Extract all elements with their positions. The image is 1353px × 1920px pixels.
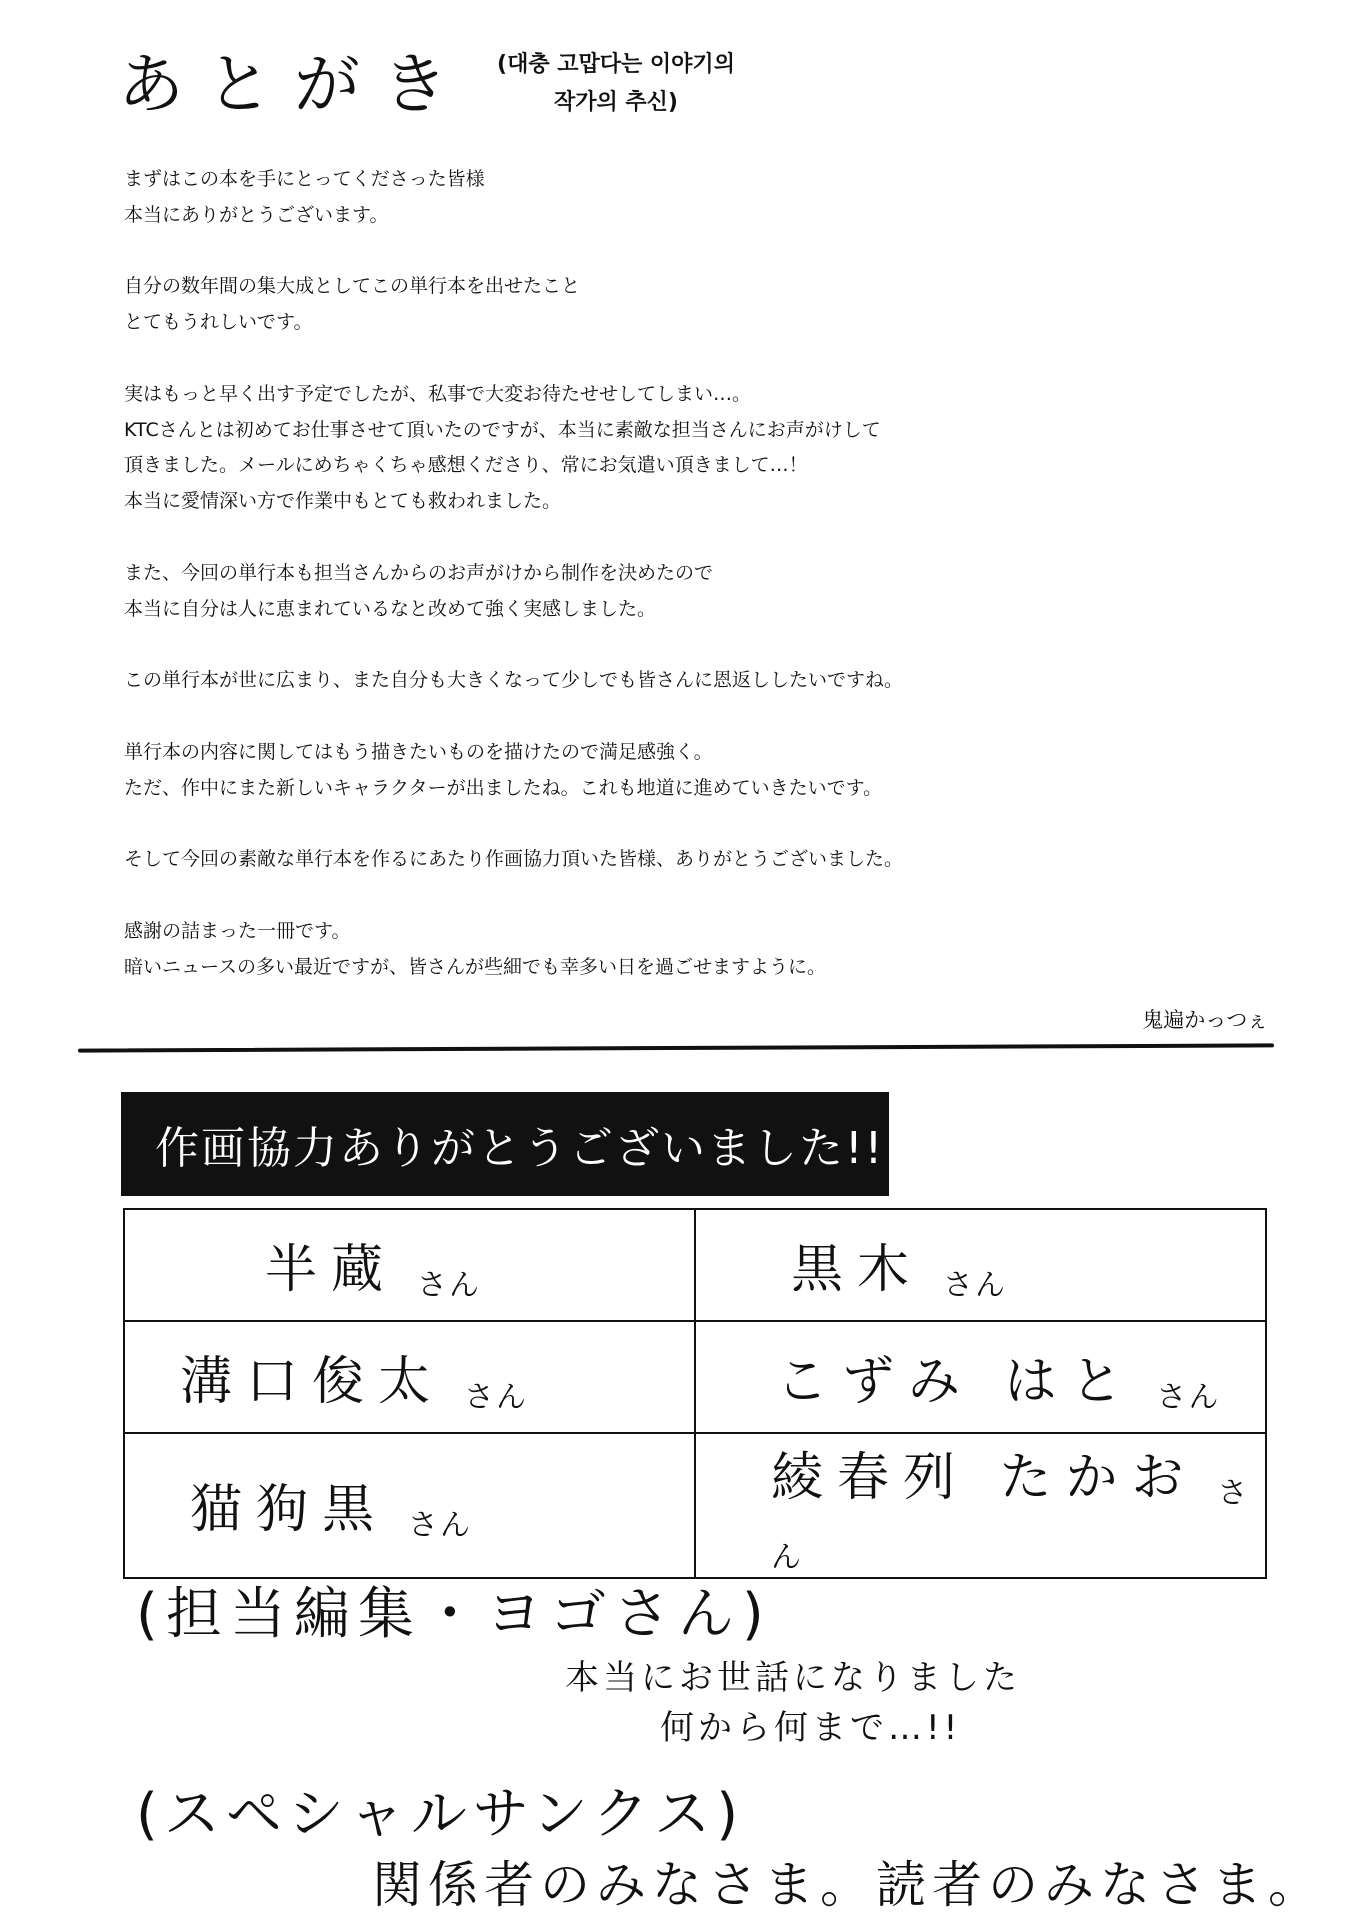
- special-thanks-recipients: 関係者のみなさま。読者のみなさま。: [372, 1856, 1324, 1914]
- honorific: さん: [464, 1379, 529, 1415]
- honorific: さん: [408, 1508, 473, 1543]
- body-line: 暗いニュースの多い最近ですが、皆さんが些細でも幸多い日を過ごせますように。: [124, 955, 827, 978]
- body-line: 本当にありがとうございます。: [124, 203, 389, 226]
- honorific: さん: [771, 1476, 1250, 1575]
- body-line: まずはこの本を手にとってくださった皆様: [124, 168, 485, 190]
- body-line: 感謝の詰まった一冊です。: [124, 919, 351, 942]
- body-line: この単行本が世に広まり、また自分も大きくなって少しでも皆さんに恩返ししたいですね。: [124, 669, 904, 692]
- table-row: [124, 1209, 1266, 1321]
- honorific: さん: [943, 1267, 1008, 1303]
- body-line: 本当に自分は人に恵まれているなと改めて強く実感しました。: [124, 597, 657, 620]
- korean-subtitle: [466, 46, 766, 122]
- body-blank-line: [124, 234, 1244, 270]
- assistants-thanks-banner: 作画協力ありがとうございました!!: [121, 1092, 889, 1196]
- body-blank-line: [124, 341, 1244, 377]
- credit-cell: [695, 1433, 1266, 1578]
- page-title: あとがき: [118, 46, 470, 123]
- body-line: また、今回の単行本も担当さんからのお声がけから制作を決めたので: [124, 561, 714, 584]
- assistants-credit-table: [123, 1208, 1267, 1579]
- assistant-name: 綾春列 たかお: [771, 1448, 1198, 1508]
- assistant-name: 猫狗黒: [190, 1480, 389, 1540]
- body-line: ただ、作中にまた新しいキャラクターが出ましたね。これも地道に進めていきたいです。: [124, 776, 883, 799]
- assistant-name: 黒木: [791, 1239, 924, 1300]
- body-line: 頂きました。メールにめちゃくちゃ感想くださり、常にお気遣い頂きまして…！: [124, 454, 808, 477]
- honorific: さん: [1156, 1379, 1221, 1415]
- honorific: さん: [417, 1267, 482, 1303]
- body-line: 本当に愛情深い方で作業中もとても救われました。: [124, 490, 562, 513]
- credit-cell: [124, 1321, 695, 1433]
- subtitle-line-1: (대충 고맙다는 이야기의: [497, 52, 735, 77]
- body-blank-line: [124, 520, 1244, 556]
- body-blank-line: [124, 878, 1244, 914]
- assistant-name: 半蔵: [265, 1239, 398, 1300]
- table-row: [124, 1321, 1266, 1433]
- table-row: [124, 1433, 1266, 1578]
- body-line: KTCさんとは初めてお仕事させて頂いたのですが、本当に素敵な担当さんにお声がけして: [124, 418, 881, 441]
- credit-cell: [695, 1209, 1266, 1321]
- editor-thanks-line-1: 本当にお世話になりました: [565, 1658, 1021, 1698]
- body-line: 自分の数年間の集大成としてこの単行本を出せたこと: [124, 275, 581, 298]
- credit-cell: [695, 1321, 1266, 1433]
- body-line: 実はもっと早く出す予定でしたが、私事で大変お待たせせしてしまい…。: [124, 382, 752, 405]
- afterword-body: [124, 162, 1244, 985]
- body-line: 単行本の内容に関してはもう描きたいものを描けたので満足感強く。: [124, 740, 713, 763]
- credit-cell: [124, 1433, 695, 1578]
- body-line: そして今回の素敵な単行本を作るにあたり作画協力頂いた皆様、ありがとうございました。: [124, 848, 904, 871]
- body-blank-line: [124, 699, 1244, 735]
- credit-cell: [124, 1209, 695, 1321]
- editor-thanks-line-2: 何から何まで…!!: [660, 1708, 962, 1748]
- assistant-name: こずみ はと: [776, 1351, 1137, 1412]
- special-thanks-heading: (スペシャルサンクス): [136, 1782, 745, 1847]
- editor-credit: (担当編集・ヨゴさん): [136, 1582, 772, 1647]
- body-blank-line: [124, 806, 1244, 842]
- subtitle-line-2: 작가의 추신): [554, 90, 678, 115]
- body-line: とてもうれしいです。: [124, 311, 313, 334]
- assistant-name: 溝口俊太: [180, 1351, 445, 1412]
- divider-line: [78, 1043, 1274, 1052]
- body-blank-line: [124, 627, 1244, 663]
- author-signature: 鬼遍かっつぇ: [1142, 1008, 1268, 1032]
